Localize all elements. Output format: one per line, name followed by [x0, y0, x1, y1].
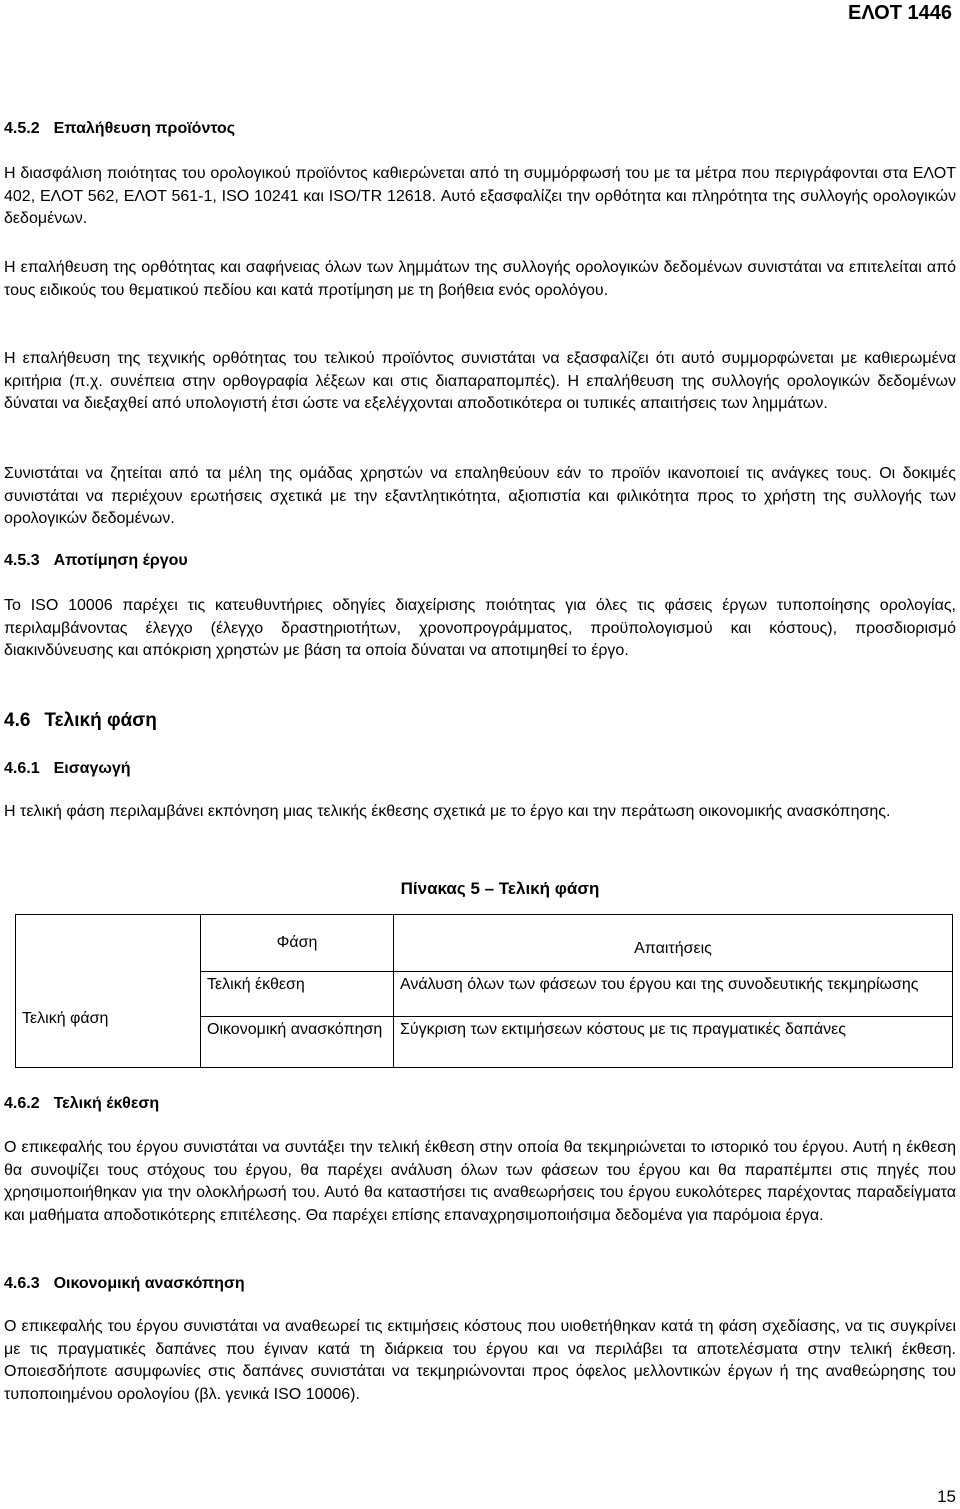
table-cell-empty: [16, 915, 201, 972]
paragraph: Η διασφάλιση ποιότητας του ορολογικού προϊόντος καθιερώνεται από τη συμμόρφωσή του με τα μέτρα που περιγράφονται στα ΕΛΟΤ 402, ΕΛΟΤ 562, ΕΛΟΤ 561-1, ISO 10241 και ISO/TR 12618. Αυτό εξασφαλίζει την ορθότητα και πληρότητα της συλλογής ορολογικών δεδομένων.: [4, 165, 956, 227]
section-number: 4.5.3: [4, 552, 40, 569]
section-heading-4-6: [4, 710, 157, 732]
table-caption: [0, 879, 960, 899]
page-number: 15: [937, 1487, 956, 1506]
table-header-row: [16, 915, 953, 972]
paragraph: Το ISO 10006 παρέχει τις κατευθυντήριες οδηγίες διαχείρισης ποιότητας για όλες τις φάσεις έργων τυποποίησης ορολογίας, περιλαμβάνοντας έλεγχο (έλεγχο δραστηριοτήτων, χρονοπρογράμματος, προϋπολογισμού και κόστους), προσδιορισμό διακινδύνευσης και απόκριση χρηστών με βάση τα οποία δύναται να αποτιμηθεί το έργο.: [4, 597, 956, 659]
table-group-label: Τελική φάση: [16, 972, 201, 1068]
paragraph: Η επαλήθευση της ορθότητας και σαφήνειας όλων των λημμάτων της συλλογής ορολογικών δεδομένων συνιστάται να επιτελείται από τους ειδικούς του θεματικού πεδίου και κατά προτίμηση με τη βοήθεια ενός ορολόγου.: [4, 259, 956, 299]
section-number: 4.5.2: [4, 120, 40, 137]
section-number: 4.6.2: [4, 1095, 40, 1112]
section-title: Τελική φάση: [44, 710, 157, 731]
section-title: Εισαγωγή: [53, 760, 131, 777]
section-heading-4-5-2: [4, 120, 235, 138]
section-heading-4-6-3: [4, 1275, 245, 1293]
section-number: 4.6: [4, 710, 31, 731]
table-header-phase: Φάση: [201, 915, 394, 972]
table-cell-requirement: Ανάλυση όλων των φάσεων του έργου και της συνοδευτικής τεκμηρίωσης: [394, 972, 953, 1017]
section-heading-4-6-1: [4, 760, 131, 778]
section-title: Οικονομική ανασκόπηση: [53, 1275, 245, 1292]
section-title: Επαλήθευση προϊόντος: [53, 120, 236, 137]
table-caption-text: Πίνακας 5 – Τελική φάση: [400, 879, 600, 898]
section-title: Τελική έκθεση: [53, 1095, 160, 1112]
section-title: Αποτίμηση έργου: [53, 552, 188, 569]
section-number: 4.6.3: [4, 1275, 40, 1292]
paragraph: Η τελική φάση περιλαμβάνει εκπόνηση μιας τελικής έκθεσης σχετικά με το έργο και την περάτωση οικονομικής ανασκόπησης.: [4, 803, 891, 820]
paragraph: Συνιστάται να ζητείται από τα μέλη της ομάδας χρηστών να επαληθεύουν εάν το προϊόν ικανοποιεί τις ανάγκες τους. Οι δοκιμές συνιστάται να περιέχουν ερωτήσεις σχετικά με την εξαντλητικότητα, αξιοπιστία και φιλικότητα προς το χρήστη της συλλογής των ορολογικών δεδομένων.: [4, 465, 956, 527]
section-heading-4-6-2: [4, 1095, 159, 1113]
table-cell-requirement: Σύγκριση των εκτιμήσεων κόστους με τις πραγματικές δαπάνες: [394, 1017, 953, 1068]
paragraph: Ο επικεφαλής του έργου συνιστάται να αναθεωρεί τις εκτιμήσεις κόστους που υιοθετήθηκαν κατά τη φάση σχεδίασης, να τις συγκρίνει με τις πραγματικές δαπάνες που έγιναν κατά τη διάρκεια του έργου και να περιλάβει τα αποτελέσματα στην τελική έκθεση. Οποιεσδήποτε ασυμφωνίες στις δαπάνες συνιστάται να τεκμηριώνονται προς όφελος μελλοντικών έργων ή της αναθεώρησης του τυποποιημένου ορολογίου (βλ. γενικά ISO 10006).: [4, 1318, 956, 1403]
paragraph: Η επαλήθευση της τεχνικής ορθότητας του τελικού προϊόντος συνιστάται να εξασφαλίζει ότι αυτό συμμορφώνεται με καθιερωμένα κριτήρια (π.χ. συνέπεια στην ορθογραφία λέξεων και στις διαπαραπομπές). Η επαλήθευση της συλλογής ορολογικών δεδομένων δύναται να διεξαχθεί από υπολογιστή έτσι ώστε να εξελέγχονται αποδοτικότερα οι τυπικές απαιτήσεις των λημμάτων.: [4, 350, 956, 412]
section-number: 4.6.1: [4, 760, 40, 777]
table-header-requirements: Απαιτήσεις: [394, 915, 953, 972]
table-cell-phase: Οικονομική ανασκόπηση: [201, 1017, 394, 1068]
document-code: ΕΛΟΤ 1446: [848, 2, 952, 24]
table-row: [16, 972, 953, 1017]
table-cell-phase: Τελική έκθεση: [201, 972, 394, 1017]
final-phase-table: [15, 914, 953, 1068]
paragraph: Ο επικεφαλής του έργου συνιστάται να συντάξει την τελική έκθεση στην οποία θα τεκμηριώνεται το ιστορικό του έργου. Αυτή η έκθεση θα συνοψίζει τους στόχους του έργου, θα παρέχει ανάλυση όλων των φάσεων του έργου και θα παραπέμπει στις πηγές που χρησιμοποιήθηκαν για την ολοκλήρωσή του. Αυτό θα καταστήσει τις αναθεωρήσεις του έργου ευκολότερες παρέχοντας παραδείγματα και μαθήματα αποδοτικότερης επιτέλεσης. Θα παρέχει επίσης επαναχρησιμοποιήσιμα δεδομένα για παρόμοια έργα.: [4, 1139, 956, 1224]
section-heading-4-5-3: [4, 552, 188, 570]
